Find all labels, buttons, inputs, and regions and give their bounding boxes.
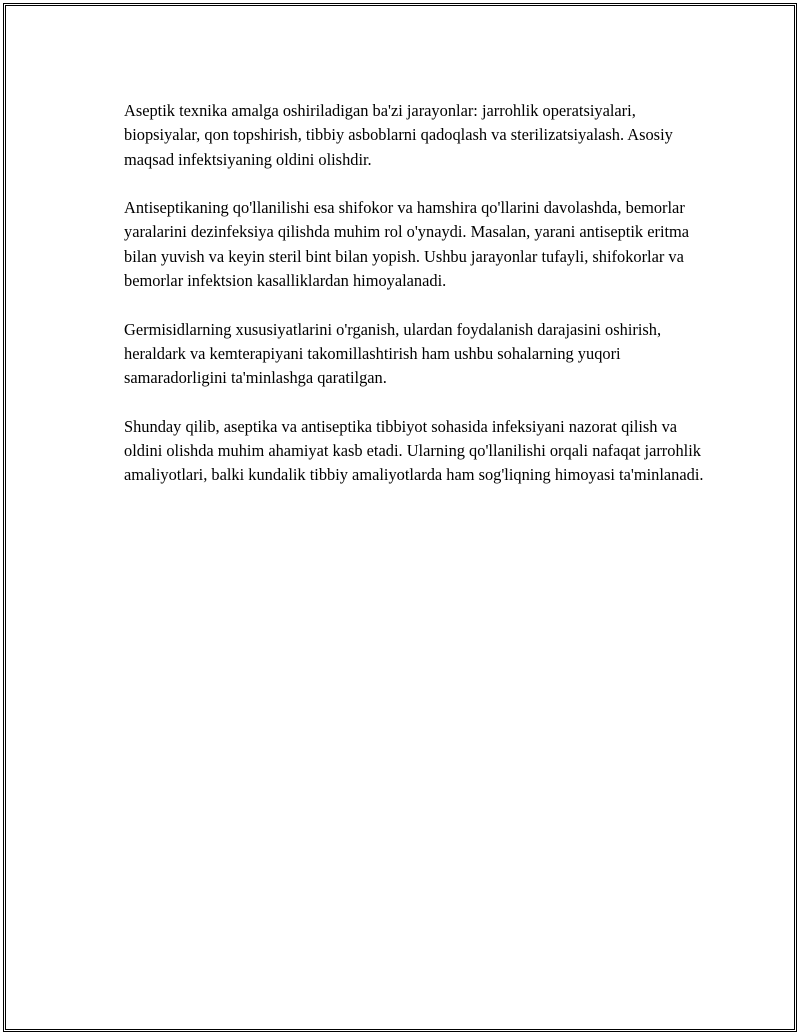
paragraph-antiseptic-use: Antiseptikaning qo'llanilishi esa shifokor va hamshira qo'llarini davolashda, bemorlar yaralarini dezinfeksiya qilishda muhim rol o'ynaydi. Masalan, yarani antiseptik eritma bilan yuvish va keyin steril bint bilan yopish. Ushbu jarayonlar tufayli, shifokorlar va bemorlar infektsion kasalliklardan himoyalanadi. [124, 198, 690, 291]
paragraph-conclusion: Shunday qilib, aseptika va antiseptika tibbiyot sohasida infeksiyani nazorat qilish va oldini olishda muhim ahamiyat kasb etadi. Ularning qo'llanilishi orqali nafaqat jarrohlik amaliyotlari, balki kundalik tibbiy amaliyotlarda ham sog'liqning himoyasi ta'minlanadi. [124, 416, 704, 485]
document-body [124, 99, 714, 488]
page-border [3, 3, 797, 1032]
paragraph-germicides: Germisidlarning xususiyatlarini o'rganish, ulardan foydalanish darajasini oshirish, heraldark va kemterapiyani takomillashtirish ham ushbu sohalarning yuqori samaradorligini ta'minlashga qaratilgan. [124, 319, 662, 388]
paragraph-aseptic-procedures: Aseptik texnika amalga oshiriladigan ba'zi jarayonlar: jarrohlik operatsiyalari, biopsiyalar, qon topshirish, tibbiy asboblarni qadoqlash va sterilizatsiyalash. Asosiy maqsad infektsiyaning oldini olishdir. [124, 101, 673, 169]
